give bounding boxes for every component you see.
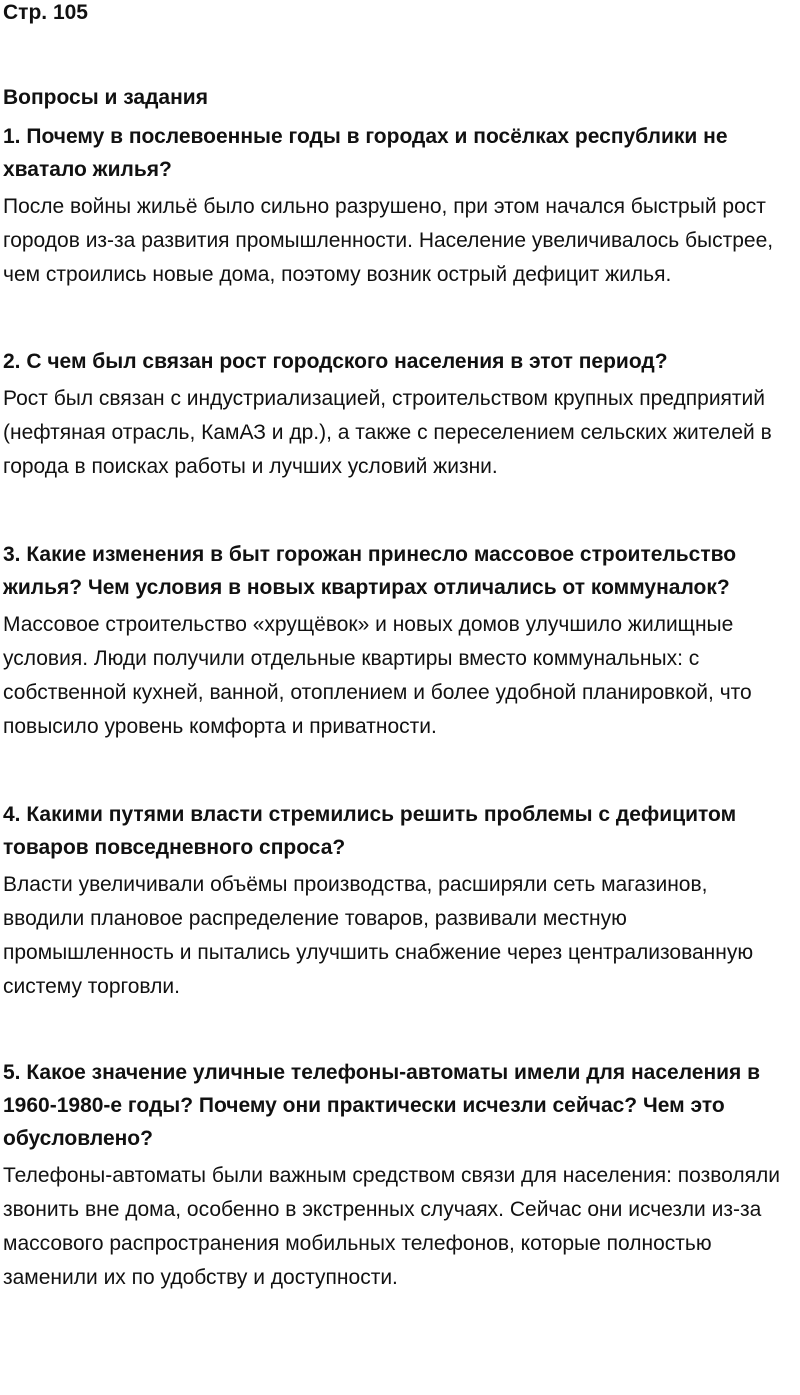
section-title: Вопросы и задания xyxy=(3,86,208,109)
question-3: 3. Какие изменения в быт горожан принесло массовое строительство жилья? Чем условия в новых квартирах отличались от коммуналок? xyxy=(3,543,737,599)
answer-1: После войны жильё было сильно разрушено, при этом начался быстрый рост городов из-за развития промышленности. Население увеличивалось быстрее, чем строились новые дома, поэтому возник острый дефицит жилья. xyxy=(3,195,774,286)
question-4: 4. Какими путями власти стремились решить проблемы с дефицитом товаров повседневного спроса? xyxy=(3,803,737,859)
answer-2: Рост был связан с индустриализацией, строительством крупных предприятий (нефтяная отрасль, КамАЗ и др.), а также с переселением сельских жителей в города в поисках работы и лучших условий жизни. xyxy=(3,387,772,478)
qa-item xyxy=(3,120,794,292)
qa-item xyxy=(3,538,794,744)
question-1: 1. Почему в послевоенные годы в городах и посёлках республики не хватало жилья? xyxy=(3,125,728,181)
qa-item xyxy=(3,345,794,484)
qa-item xyxy=(3,798,794,1004)
question-2: 2. С чем был связан рост городского населения в этот период? xyxy=(3,350,668,373)
question-5: 5. Какое значение уличные телефоны-автоматы имели для населения в 1960-1980-е годы? Почему они практически исчезли сейчас? Чем это обусловлено? xyxy=(3,1061,761,1150)
page-number: Стр. 105 xyxy=(3,1,88,24)
answer-5: Телефоны-автоматы были важным средством связи для населения: позволяли звонить вне дома, особенно в экстренных случаях. Сейчас они исчезли из-за массового распространения мобильных телефонов, которые полностью заменили их по удобству и доступности. xyxy=(3,1164,780,1289)
answer-3: Массовое строительство «хрущёвок» и новых домов улучшило жилищные условия. Люди получили отдельные квартиры вместо коммунальных: с собственной кухней, ванной, отоплением и более удобной планировкой, что повысило уровень комфорта и приватности. xyxy=(3,613,752,738)
answer-4: Власти увеличивали объёмы производства, расширяли сеть магазинов, вводили плановое распределение товаров, развивали местную промышленность и пытались улучшить снабжение через централизованную систему торговли. xyxy=(3,873,754,998)
qa-item xyxy=(3,1056,794,1295)
